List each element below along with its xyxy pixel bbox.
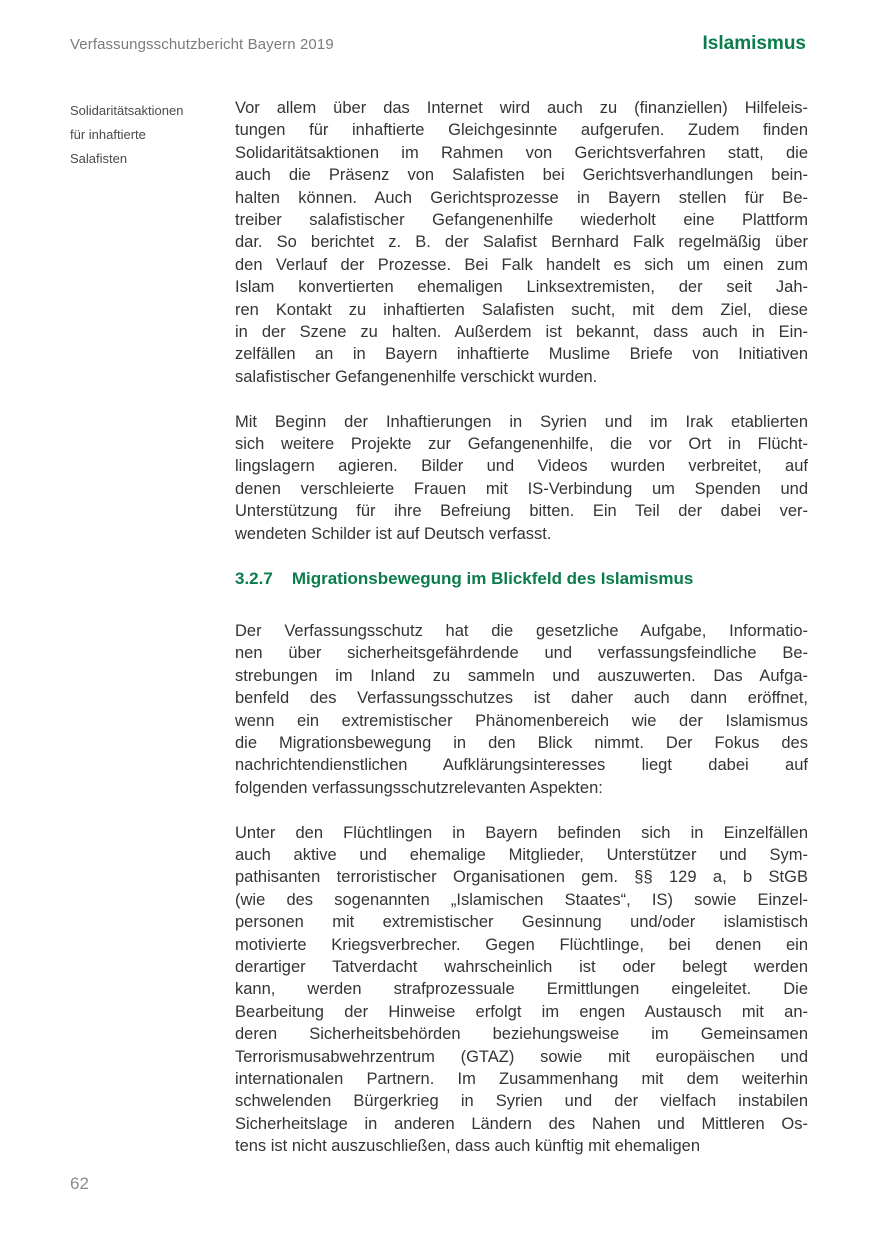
text-line: Unterstützung für ihre Befreiung bitten. Ein Teil der dabei ver- [235,502,808,521]
text-line: sich weitere Projekte zur Gefangenenhilfe, die vor Ort in Flücht- [235,435,808,454]
paragraph-detentions-syria-iraq [235,411,808,545]
text-line: Islam konvertierten ehemaligen Linksextremisten, der seit Jah- [235,278,808,297]
text-line: Der Verfassungsschutz hat die gesetzliche Aufgabe, Informatio- [235,621,808,640]
paragraph-refugees-bavaria [235,822,808,1158]
paragraph-solidarity-actions [235,97,808,388]
text-line: dar. So berichtet z. B. der Salafist Bernhard Falk regelmäßig über [235,233,808,252]
section-title: Migrationsbewegung im Blickfeld des Islamismus [291,568,694,588]
text-line: denen verschleierte Frauen mit IS-Verbindung um Spenden und [235,479,808,498]
text-line: (wie des sogenannten „Islamischen Staates“, IS) sowie Einzel- [235,890,808,909]
text-line: Salafisten [70,151,128,166]
text-line: tungen für inhaftierte Gleichgesinnte aufgerufen. Zudem finden [235,121,808,140]
text-line: ren Kontakt zu inhaftierten Salafisten sucht, mit dem Ziel, diese [235,300,808,319]
text-line: Solidaritätsaktionen [70,103,184,118]
text-line: Sicherheitslage in anderen Ländern des Nahen und Mittleren Os- [235,1114,808,1133]
text-line: wenn ein extremistischer Phänomenbereich wie der Islamismus [235,711,808,730]
text-line: benfeld des Verfassungsschutzes ist daher auch dann eröffnet, [235,689,808,708]
text-line: derartiger Tatverdacht wahrscheinlich ist oder belegt werden [235,957,808,976]
text-line: den Verlauf der Prozesse. Bei Falk handelt es sich um einen zum [235,255,808,274]
text-line: Unter den Flüchtlingen in Bayern befinden sich in Einzelfällen [235,823,808,842]
text-line: Bearbeitung der Hinweise erfolgt im engen Austausch mit an- [235,1002,808,1021]
paragraph-verfassungsschutz-task [235,620,808,799]
text-line: kann, werden strafprozessuale Ermittlungen eingeleitet. Die [235,980,808,999]
text-line: salafistischer Gefangenenhilfe verschickt wurden. [235,367,598,386]
text-line: nachrichtendienstlichen Aufklärungsinteresses liegt dabei auf [235,756,808,775]
text-line: halten können. Auch Gerichtsprozesse in Bayern stellen für Be- [235,188,808,207]
text-line: zelfällen an in Bayern inhaftierte Muslime Briefe von Initiativen [235,345,808,364]
section-number: 3.2.7 [235,568,273,588]
text-line: nen über sicherheitsgefährdende und verfassungsfeindliche Be- [235,644,808,663]
text-line: auch die Präsenz von Salafisten bei Gerichtsverhandlungen bein- [235,166,808,185]
chapter-title: Islamismus [702,33,806,54]
text-line: folgenden verfassungsschutzrelevanten Aspekten: [235,778,603,797]
text-line: deren Sicherheitsbehörden beziehungsweise im Gemeinsamen [235,1025,808,1044]
report-title: Verfassungsschutzbericht Bayern 2019 [70,36,334,53]
text-line: auch aktive und ehemalige Mitglieder, Unterstützer und Sym- [235,845,808,864]
text-line: für inhaftierte [70,127,146,142]
text-line: treiber salafistischer Gefangenenhilfe wiederholt eine Plattform [235,211,808,230]
text-line: pathisanten terroristischer Organisationen gem. §§ 129 a, b StGB [235,868,808,887]
page-number: 62 [70,1174,89,1193]
text-line: Mit Beginn der Inhaftierungen in Syrien und im Irak etablierten [235,412,808,431]
body-column [235,97,808,1180]
text-line: internationalen Partnern. Im Zusammenhang mit dem weiterhin [235,1070,808,1089]
text-line: motivierte Kriegsverbrecher. Gegen Flüchtlinge, bei denen ein [235,935,808,954]
section-heading [235,568,808,590]
text-line: in der Szene zu halten. Außerdem ist bekannt, dass auch in Ein- [235,323,808,342]
text-line: wendeten Schilder ist auf Deutsch verfasst. [235,524,552,543]
text-line: schwelenden Bürgerkrieg in Syrien und der vielfach instabilen [235,1092,808,1111]
text-line: personen mit extremistischer Gesinnung und/oder islamistisch [235,913,808,932]
text-line: Solidaritätsaktionen im Rahmen von Gerichtsverfahren statt, die [235,143,808,162]
text-line: die Migrationsbewegung in den Blick nimmt. Der Fokus des [235,733,808,752]
text-line: lingslagern agieren. Bilder und Videos wurden verbreitet, auf [235,457,808,476]
text-line: Terrorismusabwehrzentrum (GTAZ) sowie mit europäischen und [235,1047,808,1066]
text-line: tens ist nicht auszuschließen, dass auch künftig mit ehemaligen [235,1137,700,1156]
text-line: strebungen im Inland zu sammeln und auszuwerten. Das Aufga- [235,666,808,685]
page-header [70,33,806,55]
margin-note [70,99,225,171]
text-line: Vor allem über das Internet wird auch zu (finanziellen) Hilfeleis- [235,99,808,117]
